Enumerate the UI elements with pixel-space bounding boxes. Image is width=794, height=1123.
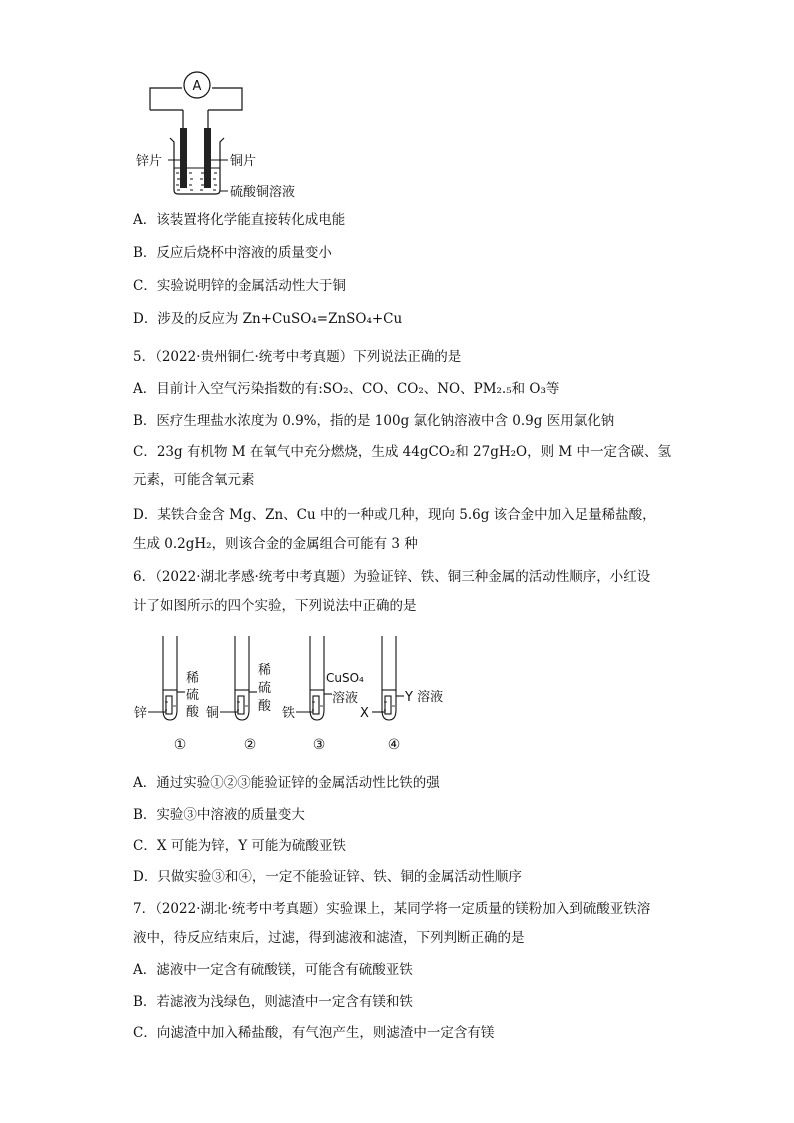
q7-option-c: C．向滤渣中加入稀盐酸，有气泡产生，则滤渣中一定含有镁	[133, 1025, 495, 1041]
q7-option-a: A．滤液中一定含有硫酸镁，可能含有硫酸亚铁	[133, 962, 413, 978]
tube2-liquid-3: 酸	[258, 699, 272, 714]
q6-stem-1: 6．（2022·湖北孝感·统考中考真题）为验证锌、铁、铜三种金属的活动性顺序，小红设	[133, 569, 651, 585]
tube1-liquid-3: 酸	[186, 705, 200, 720]
tube1-metal: 锌	[134, 706, 148, 721]
q5-option-a: A．目前计入空气污染指数的有:SO₂、CO、CO₂、NO、PM₂.₅和 O₃等	[133, 381, 560, 397]
q6-option-c: C．X 可能为锌，Y 可能为硫酸亚铁	[133, 838, 346, 854]
q5-option-c: C．23g 有机物 M 在氧气中充分燃烧，生成 44gCO₂和 27gH₂O，则 M 中一定含碳、氢	[133, 444, 672, 460]
tube1-liquid-1: 稀	[186, 671, 200, 686]
q6-option-b: B．实验③中溶液的质量变大	[133, 807, 305, 823]
beaker	[170, 138, 224, 194]
tube2-number: ②	[243, 737, 257, 753]
tube1-number: ①	[173, 737, 187, 753]
zinc-electrode	[180, 128, 187, 188]
solution-label: 硫酸铜溶液	[230, 185, 296, 200]
copper-electrode	[204, 128, 211, 188]
q6-option-a: A．通过实验①②③能验证锌的金属活动性比铁的强	[133, 775, 440, 791]
q4-option-c: C．实验说明锌的金属活动性大于铜	[133, 278, 346, 294]
tube3-metal: 铁	[282, 706, 296, 721]
test-tubes-figure	[130, 630, 460, 758]
tube4-liquid: Y 溶液	[405, 690, 444, 705]
q6-stem-2: 计了如图所示的四个实验，下列说法中正确的是	[133, 598, 417, 614]
tube3-liquid-2: 溶液	[332, 691, 359, 706]
tube4-metal: X	[360, 706, 369, 721]
q5-option-d-cont: 生成 0.2gH₂，则该合金的金属组合可能有 3 种	[133, 536, 418, 552]
q4-option-b: B．反应后烧杯中溶液的质量变小	[133, 245, 332, 261]
q5-option-c-cont: 元素，可能含氧元素	[133, 472, 255, 488]
q4-option-a: A．该装置将化学能直接转化成电能	[133, 212, 346, 228]
q5-option-d: D．某铁合金含 Mg、Zn、Cu 中的一种或几种，现向 5.6g 该合金中加入足量稀盐酸，	[133, 507, 656, 523]
tube3-liquid-1: CuSO₄	[326, 671, 364, 685]
q7-option-b: B．若滤液为浅绿色，则滤渣中一定含有镁和铁	[133, 994, 413, 1010]
q5-stem: 5．（2022·贵州铜仁·统考中考真题）下列说法正确的是	[133, 349, 462, 365]
q6-option-d: D．只做实验③和④，一定不能验证锌、铁、铜的金属活动性顺序	[133, 869, 522, 885]
tube2-liquid-2: 硫	[258, 681, 272, 696]
galvanic-cell-figure	[130, 66, 330, 202]
tube1-liquid-2: 硫	[186, 688, 200, 703]
tube3-number: ③	[312, 737, 326, 753]
tube2-metal: 铜	[206, 706, 220, 721]
zinc-label: 锌片	[136, 154, 163, 169]
q7-stem-1: 7．（2022·湖北·统考中考真题）实验课上，某同学将一定质量的镁粉加入到硫酸亚铁溶	[133, 901, 651, 917]
copper-label: 铜片	[230, 154, 257, 169]
ammeter-label: A	[192, 79, 202, 94]
tube4-number: ④	[387, 737, 401, 753]
tube2-liquid-1: 稀	[258, 663, 272, 678]
q4-option-d: D．涉及的反应为 Zn+CuSO₄=ZnSO₄+Cu	[133, 311, 403, 327]
q5-option-b: B．医疗生理盐水浓度为 0.9%，指的是 100g 氯化钠溶液中含 0.9g 医用氯化钠	[133, 413, 615, 429]
q7-stem-2: 液中，待反应结束后，过滤，得到滤液和滤渣，下列判断正确的是	[133, 930, 525, 946]
